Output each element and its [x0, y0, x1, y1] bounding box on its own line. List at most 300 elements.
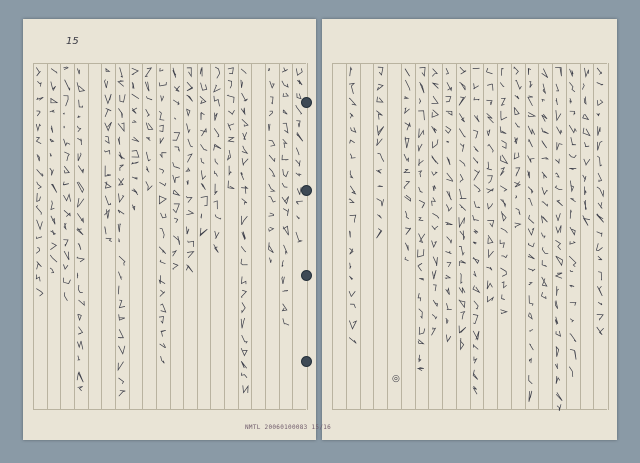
handwritten-glyph-stroke — [64, 139, 70, 146]
handwritten-glyph-stroke — [159, 182, 165, 185]
handwritten-glyph-stroke — [528, 112, 535, 116]
handwritten-glyph-stroke — [459, 96, 466, 105]
handwritten-glyph-stroke — [460, 204, 466, 210]
handwritten-glyph-stroke — [118, 210, 124, 214]
handwritten-glyph-stroke — [104, 150, 109, 154]
handwritten-glyph-stroke — [187, 82, 193, 91]
handwritten-glyph-stroke — [541, 233, 545, 238]
handwritten-glyph-stroke — [118, 272, 122, 280]
handwritten-glyph-stroke — [37, 262, 42, 270]
handwritten-glyph-stroke — [528, 96, 533, 106]
handwritten-glyph-stroke — [376, 170, 381, 174]
handwritten-glyph-stroke — [175, 147, 180, 152]
handwritten-glyph-stroke — [515, 123, 520, 127]
handwritten-glyph-stroke — [529, 282, 532, 284]
handwritten-glyph-stroke — [433, 257, 437, 266]
handwritten-glyph-stroke — [283, 209, 288, 216]
handwritten-glyph-stroke — [284, 245, 287, 255]
handwritten-glyph-stroke — [597, 327, 604, 335]
handwritten-glyph-stroke — [160, 290, 165, 296]
handwritten-glyph-stroke — [173, 236, 179, 245]
handwritten-glyph-stroke — [36, 111, 40, 116]
handwritten-glyph-stroke — [570, 349, 576, 359]
handwritten-glyph-stroke — [542, 187, 548, 194]
handwritten-glyph-stroke — [228, 181, 234, 189]
handwritten-glyph-stroke — [118, 178, 123, 185]
handwritten-glyph-stroke — [501, 111, 507, 120]
handwritten-glyph-stroke — [432, 156, 438, 164]
handwritten-glyph-stroke — [51, 69, 57, 74]
handwritten-glyph-stroke — [460, 312, 464, 320]
handwritten-glyph-stroke — [419, 187, 423, 192]
handwritten-glyph-stroke — [500, 82, 504, 86]
handwritten-glyph-stroke — [514, 153, 519, 159]
handwritten-glyph-stroke — [283, 110, 287, 115]
handwritten-glyph-stroke — [241, 276, 246, 284]
handwritten-glyph-stroke — [488, 203, 493, 209]
handwritten-glyph-stroke — [77, 213, 83, 222]
handwritten-glyph-stroke — [501, 228, 508, 232]
handwritten-glyph-stroke — [118, 239, 119, 243]
handwritten-glyph-stroke — [77, 257, 84, 262]
handwritten-glyph-stroke — [418, 144, 422, 151]
handwritten-glyph-stroke — [598, 272, 601, 280]
handwritten-glyph-stroke — [447, 157, 450, 165]
handwritten-glyph-stroke — [432, 197, 436, 205]
handwritten-glyph-stroke — [119, 378, 124, 384]
handwritten-glyph-stroke — [433, 285, 436, 291]
handwritten-glyph-stroke — [282, 277, 285, 284]
handwritten-glyph-stroke — [405, 137, 409, 148]
handwritten-glyph-stroke — [201, 183, 205, 189]
handwritten-glyph-stroke — [36, 247, 40, 253]
handwritten-glyph-stroke — [529, 295, 533, 305]
handwritten-glyph-stroke — [528, 171, 530, 179]
handwritten-glyph-stroke — [77, 273, 78, 278]
handwritten-glyph-stroke — [598, 256, 602, 260]
handwritten-glyph-stroke — [350, 113, 353, 118]
handwritten-glyph-stroke — [187, 68, 191, 77]
handwritten-glyph-stroke — [555, 317, 558, 325]
handwritten-glyph-stroke — [36, 289, 43, 297]
handwritten-glyph-stroke — [418, 249, 424, 257]
handwritten-glyph-stroke — [460, 144, 464, 152]
handwritten-glyph-stroke — [105, 166, 111, 176]
handwritten-glyph-stroke — [160, 138, 164, 144]
handwritten-glyph-stroke — [597, 286, 602, 296]
handwritten-glyph-stroke — [501, 68, 503, 75]
handwritten-glyph-stroke — [50, 243, 56, 250]
handwritten-glyph-stroke — [570, 241, 575, 244]
handwritten-glyph-stroke — [214, 201, 218, 209]
handwritten-glyph-stroke — [36, 205, 41, 214]
handwritten-glyph-stroke — [556, 331, 561, 336]
handwritten-glyph-stroke — [460, 231, 465, 240]
handwritten-glyph-stroke — [173, 175, 180, 183]
handwritten-glyph-stroke — [405, 69, 410, 76]
handwritten-glyph-stroke — [214, 171, 217, 177]
handwritten-glyph-stroke — [105, 137, 109, 144]
handwritten-glyph-stroke — [419, 327, 425, 334]
handwritten-glyph-stroke — [597, 232, 602, 237]
handwritten-glyph-stroke — [145, 68, 151, 77]
handwritten-glyph-stroke — [77, 372, 83, 383]
handwritten-glyph-stroke — [459, 246, 464, 254]
handwritten-glyph-stroke — [432, 314, 437, 318]
handwritten-glyph-stroke — [228, 137, 234, 142]
handwritten-glyph-stroke — [570, 271, 573, 272]
handwritten-glyph-stroke — [186, 196, 192, 202]
handwritten-glyph-stroke — [228, 68, 233, 74]
handwritten-glyph-stroke — [64, 223, 66, 229]
handwritten-glyph-stroke — [242, 158, 248, 165]
handwritten-glyph-stroke — [282, 155, 288, 160]
handwritten-glyph-stroke — [473, 314, 478, 323]
handwritten-glyph-stroke — [597, 187, 604, 196]
handwritten-glyph-stroke — [515, 95, 519, 99]
handwritten-glyph-stroke — [146, 109, 149, 116]
handwritten-glyph-stroke — [36, 220, 42, 229]
handwritten-glyph-stroke — [445, 126, 450, 133]
handwritten-glyph-stroke — [515, 223, 521, 228]
handwritten-glyph-stroke — [50, 98, 57, 103]
handwritten-glyph-stroke — [528, 313, 532, 319]
handwritten-glyph-stroke — [283, 123, 288, 133]
handwritten-glyph-stroke — [132, 162, 139, 164]
handwritten-glyph-stroke — [51, 82, 56, 91]
handwritten-glyph-stroke — [418, 263, 422, 271]
handwritten-glyph-stroke — [419, 217, 424, 220]
handwritten-glyph-stroke — [37, 193, 41, 201]
handwritten-glyph-stroke — [282, 81, 288, 87]
handwritten-glyph-stroke — [241, 186, 247, 193]
handwritten-glyph-stroke — [584, 159, 590, 165]
handwritten-glyph-stroke — [118, 362, 123, 370]
handwritten-glyph-stroke — [282, 290, 288, 291]
circle-mark: ◎ — [392, 374, 400, 384]
handwritten-glyph-stroke — [418, 111, 424, 120]
handwritten-glyph-stroke — [120, 165, 124, 171]
handwritten-glyph-stroke — [418, 340, 423, 344]
handwritten-glyph-stroke — [405, 80, 410, 90]
handwritten-glyph-stroke — [269, 242, 274, 252]
handwritten-glyph-stroke — [187, 180, 188, 185]
handwritten-glyph-stroke — [241, 290, 246, 297]
handwritten-glyph-stroke — [501, 98, 505, 105]
handwritten-glyph-stroke — [349, 291, 355, 296]
handwritten-glyph-stroke — [37, 97, 43, 100]
handwritten-glyph-stroke — [583, 215, 590, 225]
handwritten-glyph-stroke — [488, 235, 493, 243]
handwritten-glyph-stroke — [556, 273, 562, 278]
handwritten-glyph-stroke — [228, 80, 232, 88]
handwritten-glyph-stroke — [583, 83, 585, 89]
handwritten-glyph-stroke — [118, 346, 124, 354]
handwritten-glyph-stroke — [432, 270, 436, 279]
handwritten-glyph-stroke — [473, 331, 479, 340]
handwritten-glyph-stroke — [570, 111, 575, 114]
handwritten-glyph-stroke — [269, 258, 271, 263]
handwritten-glyph-stroke — [37, 154, 40, 161]
handwritten-glyph-stroke — [459, 129, 465, 138]
handwritten-glyph-stroke — [529, 330, 533, 332]
handwritten-glyph-stroke — [516, 208, 521, 215]
handwritten-glyph-stroke — [528, 198, 532, 206]
handwritten-glyph-stroke — [377, 139, 383, 146]
handwritten-glyph-stroke — [515, 137, 518, 144]
handwritten-glyph-stroke — [146, 123, 153, 130]
handwritten-glyph-stroke — [432, 171, 437, 175]
handwritten-glyph-stroke — [63, 264, 67, 269]
handwritten-glyph-stroke — [597, 214, 604, 223]
handwritten-glyph-stroke — [160, 228, 164, 238]
handwritten-glyph-stroke — [120, 68, 123, 78]
handwritten-glyph-stroke — [570, 319, 573, 322]
handwritten-glyph-stroke — [584, 68, 588, 77]
handwritten-glyph-stroke — [584, 200, 586, 209]
handwritten-glyph-stroke — [242, 335, 247, 343]
handwritten-glyph-stroke — [404, 195, 410, 201]
handwritten-glyph-stroke — [473, 242, 476, 244]
handwritten-glyph-stroke — [241, 361, 246, 368]
handwritten-glyph-stroke — [269, 227, 274, 231]
handwritten-glyph-stroke — [555, 159, 559, 163]
handwritten-glyph-stroke — [542, 99, 545, 102]
handwritten-glyph-stroke — [418, 355, 421, 362]
handwritten-glyph-stroke — [77, 68, 79, 74]
handwritten-glyph-stroke — [77, 198, 83, 207]
handwritten-glyph-stroke — [215, 159, 218, 165]
handwritten-glyph-stroke — [173, 68, 176, 78]
handwritten-glyph-stroke — [283, 169, 288, 177]
handwritten-glyph-stroke — [214, 144, 221, 150]
handwritten-glyph-stroke — [556, 346, 559, 356]
handwritten-glyph-stroke — [583, 128, 590, 136]
handwritten-glyph-stroke — [446, 111, 452, 115]
handwritten-glyph-stroke — [529, 391, 532, 402]
handwritten-glyph-stroke — [243, 132, 247, 139]
handwritten-glyph-stroke — [350, 304, 355, 308]
handwritten-glyph-stroke — [501, 199, 506, 206]
handwritten-glyph-stroke — [173, 190, 179, 195]
handwritten-glyph-stroke — [200, 129, 206, 136]
handwritten-glyph-stroke — [242, 93, 248, 101]
handwritten-glyph-stroke — [556, 225, 561, 232]
handwritten-glyph-stroke — [77, 228, 83, 235]
handwritten-glyph-stroke — [556, 376, 560, 384]
handwritten-glyph-stroke — [350, 140, 355, 143]
handwritten-glyph-stroke — [283, 139, 287, 148]
handwritten-glyph-stroke — [161, 356, 165, 363]
handwritten-glyph-stroke — [119, 300, 125, 308]
handwritten-glyph-stroke — [78, 285, 82, 292]
handwritten-glyph-stroke — [500, 126, 506, 133]
handwritten-glyph-stroke — [241, 216, 247, 225]
handwritten-glyph-stroke — [214, 184, 217, 195]
handwritten-glyph-stroke — [542, 260, 547, 266]
handwritten-glyph-stroke — [50, 153, 51, 156]
handwritten-glyph-stroke — [598, 302, 602, 305]
handwritten-glyph-stroke — [474, 115, 479, 122]
binder-hole-1 — [301, 97, 312, 108]
handwritten-glyph-stroke — [377, 215, 381, 219]
handwritten-glyph-stroke — [78, 300, 84, 305]
handwritten-glyph-stroke — [487, 162, 492, 170]
handwritten-glyph-stroke — [405, 257, 409, 261]
handwritten-glyph-stroke — [419, 278, 423, 280]
handwritten-glyph-stroke — [173, 100, 179, 105]
handwritten-glyph-stroke — [487, 176, 492, 184]
handwritten-glyph-stroke — [350, 263, 351, 269]
handwritten-glyph-stroke — [459, 326, 466, 333]
handwritten-glyph-stroke — [528, 228, 534, 235]
handwritten-glyph-stroke — [146, 152, 150, 161]
handwritten-glyph-stroke — [118, 224, 120, 233]
handwritten-glyph-stroke — [378, 67, 383, 75]
handwritten-glyph-stroke — [160, 153, 166, 157]
handwritten-glyph-stroke — [159, 125, 163, 131]
handwritten-glyph-stroke — [377, 153, 383, 161]
handwritten-glyph-stroke — [63, 67, 68, 70]
handwritten-glyph-stroke — [488, 144, 494, 152]
handwritten-glyph-stroke — [474, 301, 478, 309]
handwritten-glyph-stroke — [349, 83, 354, 93]
handwritten-glyph-stroke — [228, 110, 234, 114]
handwritten-glyph-stroke — [349, 248, 353, 254]
handwritten-glyph-stroke — [159, 275, 165, 283]
handwritten-glyph-stroke — [556, 127, 561, 134]
handwritten-glyph-stroke — [241, 246, 246, 251]
handwritten-glyph-stroke — [242, 302, 245, 312]
handwritten-glyph-stroke — [419, 98, 420, 103]
handwritten-glyph-stroke — [78, 386, 83, 390]
handwritten-glyph-stroke — [432, 96, 439, 103]
handwritten-glyph-stroke — [543, 84, 545, 93]
handwritten-glyph-stroke — [446, 303, 451, 309]
handwritten-glyph-stroke — [296, 105, 302, 114]
left-handwriting — [23, 19, 316, 440]
handwritten-glyph-stroke — [241, 108, 245, 114]
right-manuscript-page — [322, 19, 617, 440]
handwritten-glyph-stroke — [404, 154, 409, 162]
handwritten-glyph-stroke — [64, 292, 67, 300]
handwritten-glyph-stroke — [174, 118, 176, 120]
handwritten-glyph-stroke — [596, 243, 602, 250]
handwritten-glyph-stroke — [542, 158, 548, 159]
handwritten-glyph-stroke — [268, 213, 273, 216]
handwritten-glyph-stroke — [161, 330, 166, 336]
handwritten-glyph-stroke — [583, 114, 589, 119]
handwritten-glyph-stroke — [269, 155, 275, 161]
handwritten-glyph-stroke — [501, 255, 507, 258]
handwritten-glyph-stroke — [104, 209, 109, 218]
handwritten-glyph-stroke — [350, 215, 356, 222]
handwritten-glyph-stroke — [460, 67, 466, 74]
handwritten-glyph-stroke — [487, 113, 494, 123]
handwritten-glyph-stroke — [132, 189, 138, 195]
handwritten-glyph-stroke — [105, 196, 110, 205]
handwritten-glyph-stroke — [215, 113, 218, 121]
page-number: 15 — [66, 36, 79, 47]
handwritten-glyph-stroke — [419, 200, 425, 208]
handwritten-glyph-stroke — [350, 231, 351, 237]
handwritten-glyph-stroke — [555, 300, 558, 308]
handwritten-glyph-stroke — [500, 240, 504, 248]
handwritten-glyph-stroke — [515, 195, 516, 198]
handwritten-glyph-stroke — [119, 314, 125, 320]
handwritten-glyph-stroke — [270, 81, 274, 88]
handwritten-glyph-stroke — [555, 186, 562, 190]
handwritten-glyph-stroke — [542, 172, 547, 179]
handwritten-glyph-stroke — [556, 392, 562, 400]
handwritten-glyph-stroke — [132, 151, 139, 158]
handwritten-glyph-stroke — [132, 68, 138, 74]
handwritten-glyph-stroke — [557, 200, 563, 206]
handwritten-glyph-stroke — [432, 240, 437, 247]
handwritten-glyph-stroke — [296, 148, 299, 155]
handwritten-glyph-stroke — [445, 251, 451, 254]
handwritten-glyph-stroke — [228, 150, 231, 160]
handwritten-glyph-stroke — [569, 154, 576, 157]
handwritten-glyph-stroke — [473, 130, 478, 138]
handwritten-glyph-stroke — [241, 373, 247, 378]
handwritten-glyph-stroke — [459, 113, 464, 122]
handwritten-glyph-stroke — [405, 243, 408, 251]
handwritten-glyph-stroke — [570, 69, 574, 77]
handwritten-glyph-stroke — [432, 110, 438, 118]
handwritten-glyph-stroke — [63, 113, 64, 114]
handwritten-glyph-stroke — [241, 348, 247, 355]
handwritten-glyph-stroke — [350, 154, 355, 158]
handwritten-glyph-stroke — [433, 83, 439, 88]
handwritten-glyph-stroke — [569, 256, 576, 267]
handwritten-glyph-stroke — [528, 187, 533, 193]
handwritten-glyph-stroke — [487, 221, 493, 227]
handwritten-glyph-stroke — [173, 133, 180, 141]
handwritten-glyph-stroke — [202, 170, 206, 179]
handwritten-glyph-stroke — [105, 108, 111, 117]
handwritten-glyph-stroke — [201, 196, 208, 206]
handwritten-glyph-stroke — [37, 182, 42, 189]
handwritten-glyph-stroke — [474, 357, 477, 364]
handwritten-glyph-stroke — [528, 68, 531, 74]
handwritten-glyph-stroke — [214, 96, 220, 106]
handwritten-glyph-stroke — [214, 128, 219, 137]
handwritten-glyph-stroke — [419, 159, 424, 166]
binder-hole-2 — [301, 185, 312, 196]
handwritten-glyph-stroke — [432, 213, 438, 218]
handwritten-glyph-stroke — [433, 185, 436, 191]
handwritten-glyph-stroke — [200, 67, 202, 76]
handwritten-glyph-stroke — [542, 247, 548, 253]
handwritten-glyph-stroke — [488, 249, 493, 258]
archive-stamp: NMTL 20060100083 15/16 — [245, 424, 332, 431]
handwritten-glyph-stroke — [570, 210, 571, 219]
handwritten-glyph-stroke — [51, 230, 56, 234]
left-manuscript-page — [23, 19, 316, 440]
handwritten-glyph-stroke — [528, 139, 532, 147]
handwritten-glyph-stroke — [63, 182, 68, 186]
handwritten-glyph-stroke — [447, 262, 451, 267]
handwritten-glyph-stroke — [584, 97, 586, 104]
handwritten-glyph-stroke — [173, 251, 176, 257]
handwritten-glyph-stroke — [571, 137, 576, 145]
handwritten-glyph-stroke — [241, 81, 243, 88]
handwritten-glyph-stroke — [132, 177, 137, 179]
handwritten-glyph-stroke — [186, 265, 193, 273]
handwritten-glyph-stroke — [201, 83, 207, 91]
handwritten-glyph-stroke — [105, 122, 112, 130]
